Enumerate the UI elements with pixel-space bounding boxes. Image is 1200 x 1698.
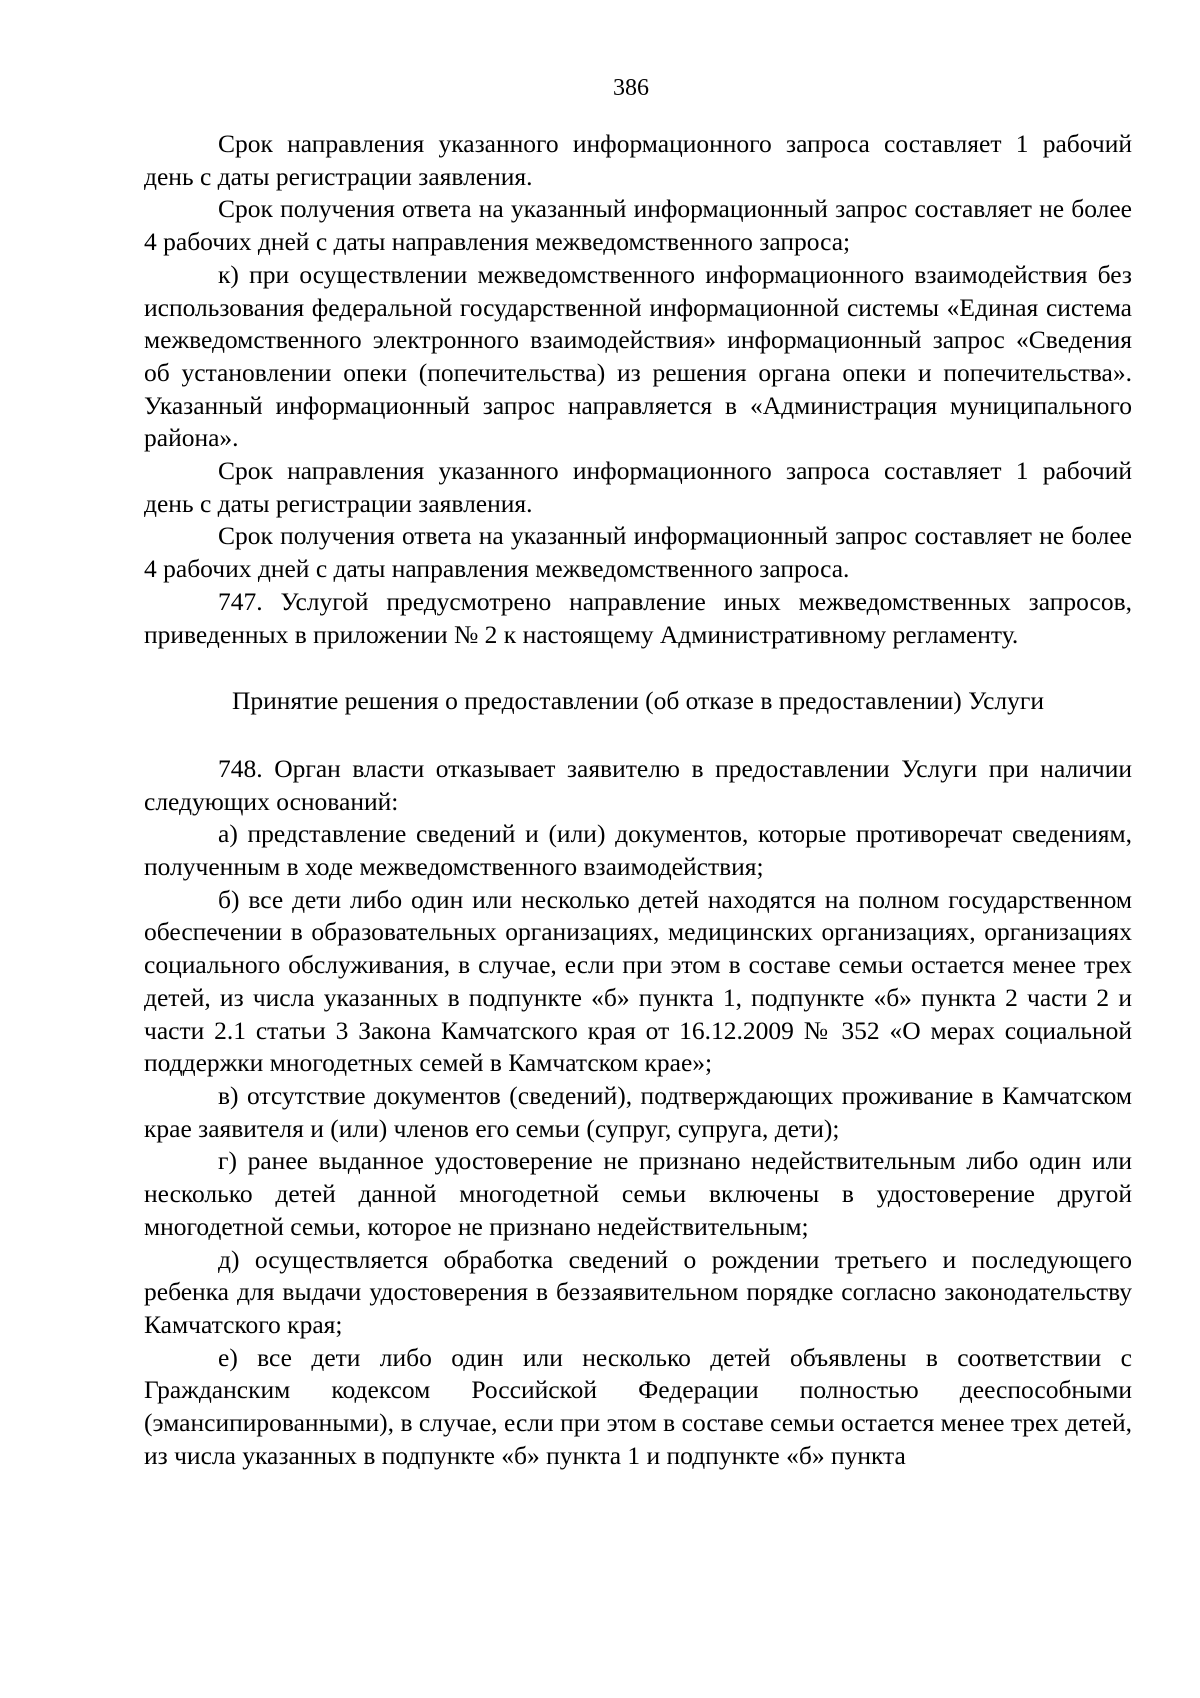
paragraph-item-b: б) все дети либо один или несколько детей находятся на полном государственном обеспечении в образовательных организациях, медицинских организациях, организациях социального обслуживания, в случае, если при этом в составе семьи остается менее трех детей, из числа указанных в подпункте «б» пункта 1, подпункте «б» пункта 2 части 2 и части 2.1 статьи 3 Закона Камчатского края от 16.12.2009 № 352 «О мерах социальной поддержки многодетных семей в Камчатском крае»;	[144, 884, 1132, 1078]
paragraph-item-v: в) отсутствие документов (сведений), подтверждающих проживание в Камчатском крае заявителя и (или) членов его семьи (супруг, супруга, дети);	[144, 1080, 1132, 1143]
paragraph-response-deadline-1: Срок получения ответа на указанный информационный запрос составляет не более 4 рабочих дней с даты направления межведомственного запроса;	[144, 194, 1132, 257]
paragraph-item-k: к) при осуществлении межведомственного информационного взаимодействия без использования федеральной государственной информационной системы «Единая система межведомственного электронного взаимодействия» информационный запрос «Сведения об установлении опеки (попечительства) из решения органа опеки и попечительства». Указанный информационный запрос направляется в «Администрация муниципального района».	[144, 259, 1132, 453]
paragraph-747: 747. Услугой предусмотрено направление иных межведомственных запросов, приведенных в приложении № 2 к настоящему Административному регламенту.	[144, 586, 1132, 649]
section-heading: Принятие решения о предоставлении (об отказе в предоставлении) Услуги	[231, 686, 1045, 716]
paragraph-request-deadline-2: Срок направления указанного информационного запроса составляет 1 рабочий день с даты регистрации заявления.	[144, 456, 1132, 518]
paragraph-request-deadline-1: Срок направления указанного информационного запроса составляет 1 рабочий день с даты регистрации заявления.	[144, 129, 1132, 191]
page-number: 386	[613, 75, 649, 101]
paragraph-item-g: г) ранее выданное удостоверение не признано недействительным либо один или несколько детей данной многодетной семьи включены в удостоверение другой многодетной семьи, которое не признано недействительным;	[144, 1146, 1132, 1241]
paragraph-748: 748. Орган власти отказывает заявителю в предоставлении Услуги при наличии следующих оснований:	[144, 753, 1132, 816]
paragraph-item-a: а) представление сведений и (или) документов, которые противоречат сведениям, полученным в ходе межведомственного взаимодействия;	[144, 819, 1132, 882]
document-body	[144, 128, 1132, 1472]
paragraph-item-d: д) осуществляется обработка сведений о рождении третьего и последующего ребенка для выдачи удостоверения в беззаявительном порядке согласно законодательству Камчатского края;	[144, 1244, 1132, 1339]
paragraph-item-e: е) все дети либо один или несколько детей объявлены в соответствии с Гражданским кодексом Российской Федерации полностью дееспособными (эмансипированными), в случае, если при этом в составе семьи остается менее трех детей, из числа указанных в подпункте «б» пункта 1 и подпункте «б» пункта	[144, 1342, 1132, 1470]
paragraph-response-deadline-2: Срок получения ответа на указанный информационный запрос составляет не более 4 рабочих дней с даты направления межведомственного запроса.	[144, 521, 1132, 584]
